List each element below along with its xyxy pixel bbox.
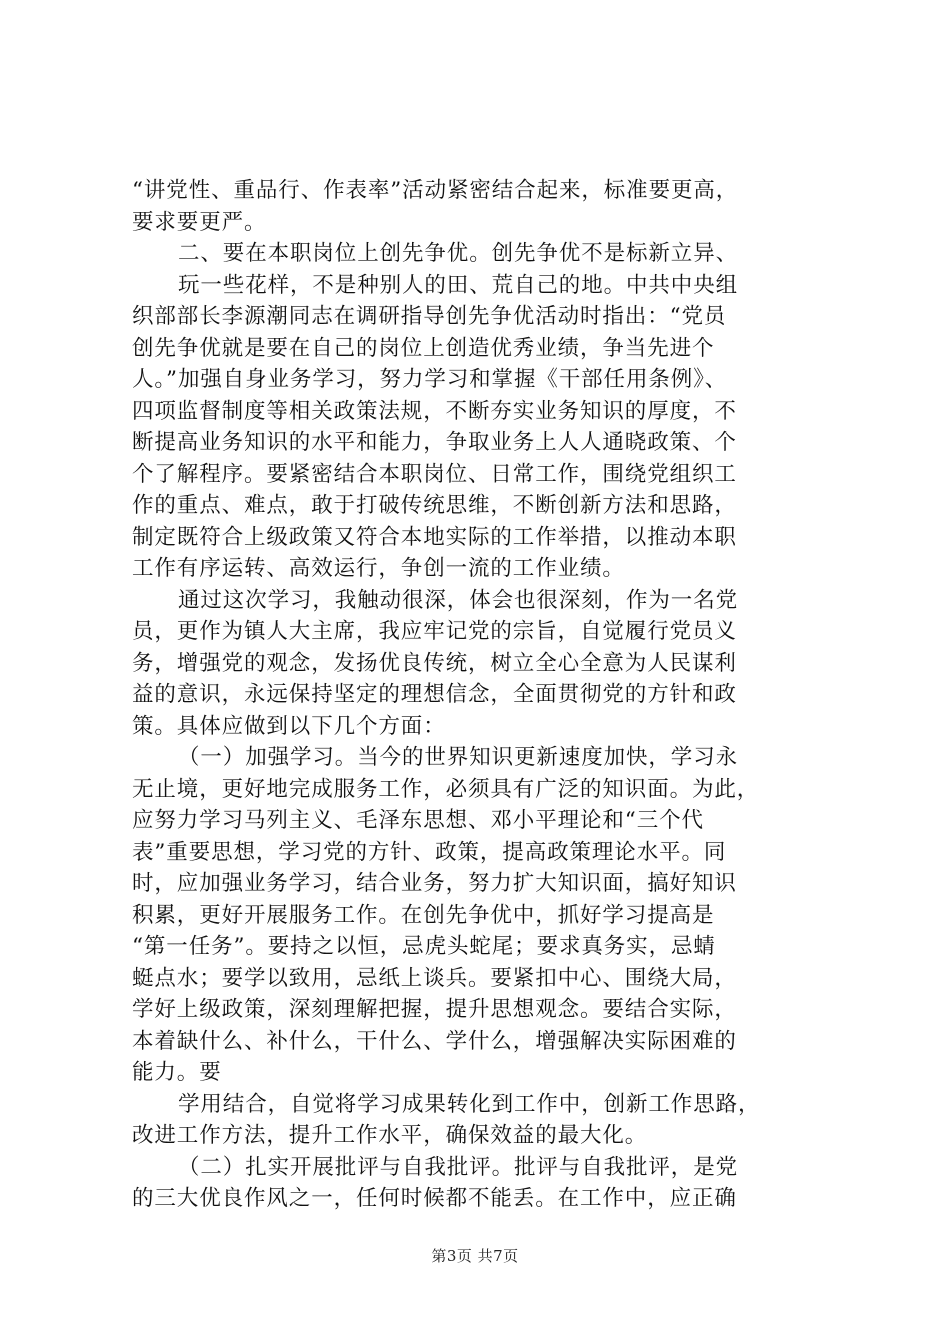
text-line: 个了解程序。要紧密结合本职岗位、日常工作，围绕党组织工 — [132, 461, 737, 487]
text-line: 策。具体应做到以下几个方面： — [132, 713, 446, 739]
text-line: “讲党性、重品行、作表率”活动紧密结合起来，标准要更高， — [132, 178, 739, 203]
text-line: 织部部长李源潮同志在调研指导创先争优活动时指出：“党员 — [132, 304, 727, 329]
text-line: 积累，更好开展服务工作。在创先争优中，抓好学习提高是 — [132, 902, 715, 928]
text-line: （一）加强学习。当今的世界知识更新速度加快，学习永 — [178, 745, 739, 770]
document-body — [132, 175, 832, 1215]
text-line: 玩一些花样，不是种别人的田、荒自己的地。中共中央组 — [178, 272, 739, 298]
text-line: 四项监督制度等相关政策法规，不断夯实业务知识的厚度，不 — [132, 398, 737, 424]
text-line: 学用结合，自觉将学习成果转化到工作中，创新工作思路， — [178, 1091, 761, 1117]
text-line: 创先争优就是要在自己的岗位上创造优秀业绩，争当先进个 — [132, 335, 715, 361]
text-line: 二、要在本职岗位上创先争优。创先争优不是标新立异、 — [178, 241, 739, 266]
text-line: 人。”加强自身业务学习，努力学习和掌握《干部任用条例》、 — [132, 367, 728, 392]
text-line: 务，增强党的观念，发扬优良传统，树立全心全意为人民谋利 — [132, 650, 737, 676]
text-line: 的三大优良作风之一，任何时候都不能丢。在工作中，应正确 — [132, 1186, 737, 1211]
text-line: 无止境，更好地完成服务工作，必须具有广泛的知识面。为此， — [132, 776, 760, 802]
text-line: 蜓点水；要学以致用，忌纸上谈兵。要紧扣中心、围绕大局， — [132, 965, 737, 991]
text-line: 益的意识，永远保持坚定的理想信念，全面贯彻党的方针和政 — [132, 682, 737, 707]
text-line: 工作有序运转、高效运行，争创一流的工作业绩。 — [132, 556, 625, 581]
text-line: 时，应加强业务学习，结合业务，努力扩大知识面，搞好知识 — [132, 871, 737, 896]
text-line: 制定既符合上级政策又符合本地实际的工作举措，以推动本职 — [132, 524, 737, 550]
text-line: 表”重要思想，学习党的方针、政策，提高政策理论水平。同 — [132, 839, 727, 865]
text-line: 通过这次学习，我触动很深，体会也很深刻，作为一名党 — [178, 587, 739, 613]
text-line: 员，更作为镇人大主席，我应牢记党的宗旨，自觉履行党员义 — [132, 619, 737, 644]
page-footer: 第3页 共7页 — [431, 1247, 519, 1265]
text-line: “第一任务”。要持之以恒，忌虎头蛇尾；要求真务实，忌蜻 — [132, 934, 716, 959]
text-line: （二）扎实开展批评与自我批评。批评与自我批评，是党 — [178, 1154, 739, 1180]
text-line: 学好上级政策，深刻理解把握，提升思想观念。要结合实际， — [132, 997, 737, 1022]
text-line: 断提高业务知识的水平和能力，争取业务上人人通晓政策、个 — [132, 430, 737, 455]
text-line: 要求要更严。 — [132, 209, 267, 235]
text-line: 本着缺什么、补什么，干什么、学什么，增强解决实际困难的 — [132, 1028, 737, 1054]
text-line: 能力。要 — [132, 1060, 222, 1085]
text-line: 改进工作方法，提升工作水平，确保效益的最大化。 — [132, 1123, 648, 1148]
text-line: 应努力学习马列主义、毛泽东思想、邓小平理论和“三个代 — [132, 808, 704, 833]
text-line: 作的重点、难点，敢于打破传统思维，不断创新方法和思路， — [132, 493, 737, 518]
